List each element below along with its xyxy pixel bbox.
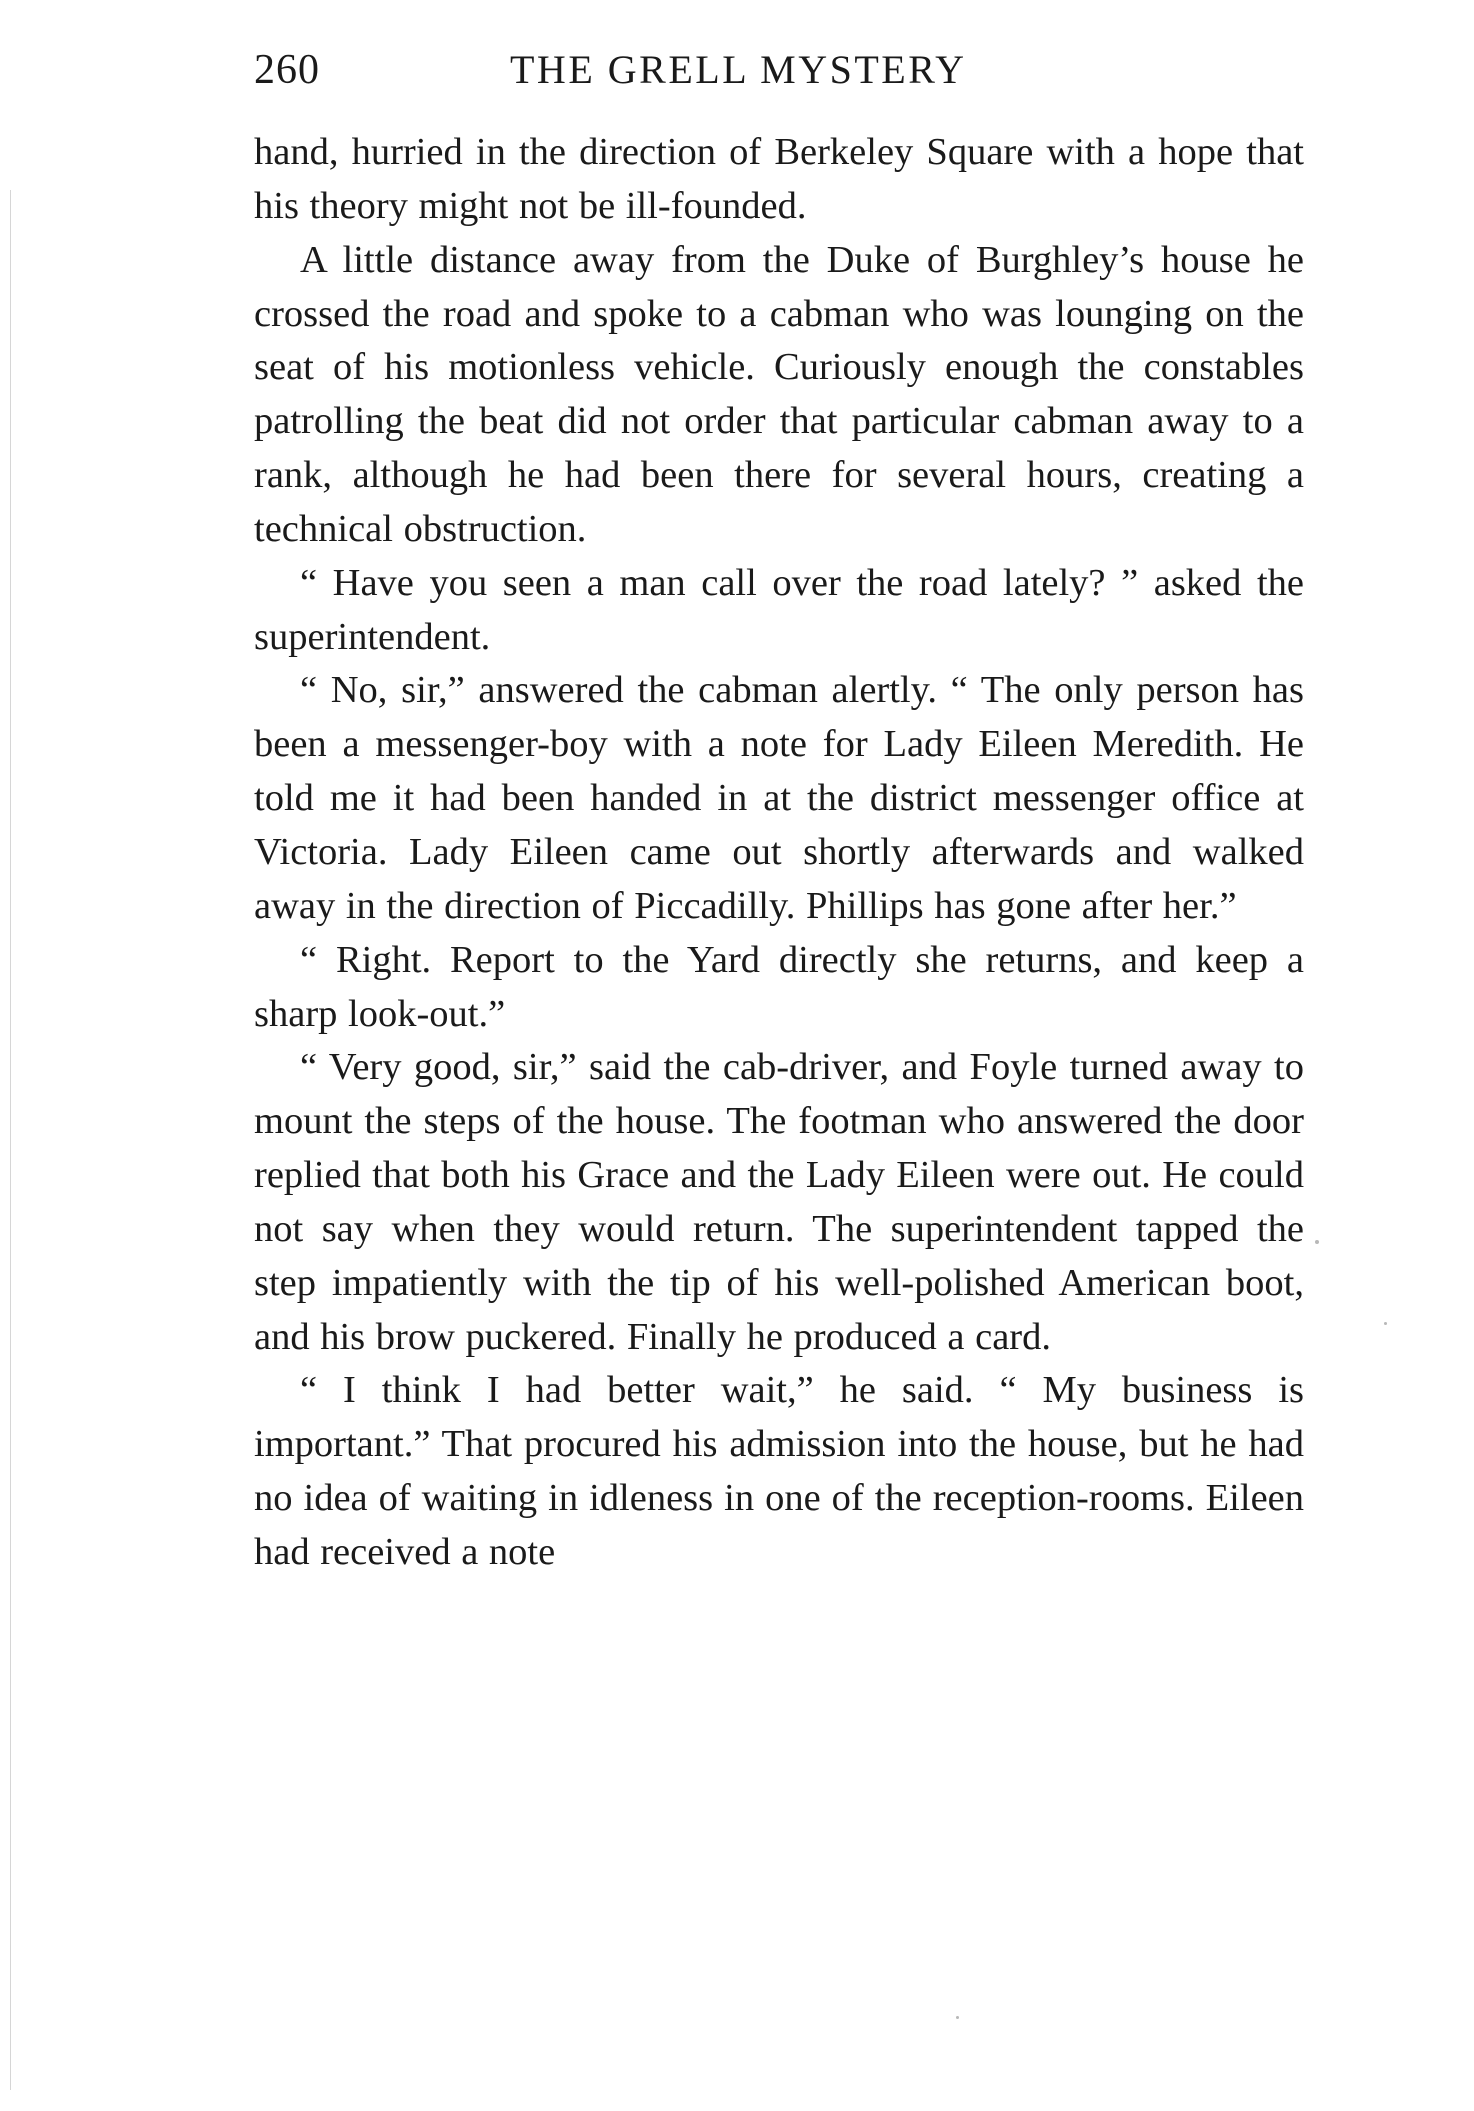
- scan-speck: [1384, 1322, 1387, 1325]
- body-text: [254, 126, 1304, 1580]
- paragraph: “ No, sir,” answered the cabman alertly. “ The only person has been a messenger-boy with a note for Lady Eileen Meredith. He told me it had been handed in at the district messenger office at Victoria. Lady Eileen came out shortly afterwards and walked away in the direction of Piccadilly. Phillips has gone after her.”: [254, 669, 1304, 927]
- paragraph: “ Right. Report to the Yard directly she returns, and keep a sharp look-out.”: [254, 938, 1304, 1035]
- running-title: THE GRELL MYSTERY: [510, 47, 967, 92]
- paragraph: “ Have you seen a man call over the road lately? ” asked the superintendent.: [254, 561, 1304, 658]
- page-header: [254, 46, 1304, 106]
- paragraph: “ I think I had better wait,” he said. “ My business is important.” That procured his admission into the house, but he had no idea of waiting in idleness in one of the reception-rooms. Eileen had received a note: [254, 1369, 1304, 1573]
- page-number: 260: [254, 47, 320, 93]
- paragraph: A little distance away from the Duke of Burghley’s house he crossed the road and spoke to a cabman who was lounging on the seat of his motionless vehicle. Curiously enough the constables patrolling the beat did not order that particular cabman away to a rank, although he had been there for several hours, creating a technical obstruction.: [254, 238, 1304, 550]
- scan-speck: [1315, 1240, 1319, 1244]
- paragraph: hand, hurried in the direction of Berkeley Square with a hope that his theory might not be ill-founded.: [254, 131, 1304, 227]
- paragraph: “ Very good, sir,” said the cab-driver, and Foyle turned away to mount the steps of the house. The footman who answered the door replied that both his Grace and the Lady Eileen were out. He could not say when they would return. The superintendent tapped the step impatiently with the tip of his well-polished American boot, and his brow puckered. Finally he produced a card.: [254, 1046, 1304, 1358]
- scan-speck: [956, 2016, 959, 2019]
- gutter-edge-line: [10, 190, 11, 2090]
